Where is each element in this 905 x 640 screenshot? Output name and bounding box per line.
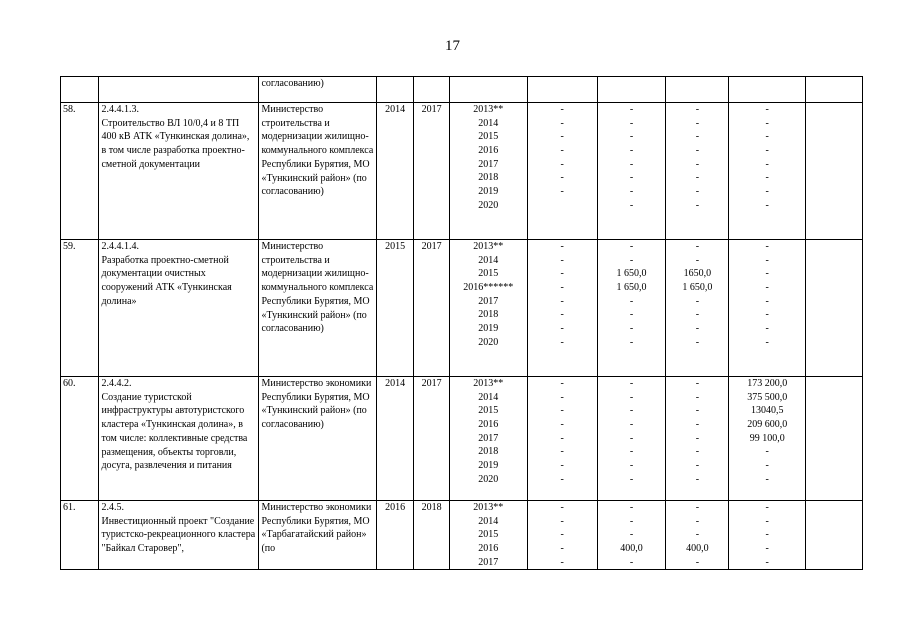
funding-col-b-value: 1 650,0 <box>616 268 647 280</box>
years-list-value: 2014 <box>478 254 499 266</box>
funding-col-a-value: - <box>560 158 564 170</box>
funding-col-c-value: 1650,0 <box>683 268 712 280</box>
funding-col-c <box>666 103 729 240</box>
funding-col-b-value: - <box>629 502 634 513</box>
years-list-value: 2013** <box>473 104 504 115</box>
years-list-value: 2013** <box>473 502 504 513</box>
funding-col-b-value: - <box>629 460 634 472</box>
funding-col-e-value <box>808 404 860 418</box>
funding-col-e-value <box>808 418 860 432</box>
funding-col-e <box>806 103 863 240</box>
funding-col-d-value: - <box>765 117 769 129</box>
years-list-value: 2016****** <box>463 282 514 294</box>
funding-col-a-value: - <box>560 460 564 472</box>
funding-col-b-value: - <box>629 172 634 184</box>
funding-col-a <box>527 377 597 501</box>
funding-col-e-value <box>808 240 860 254</box>
funding-col-e-value <box>808 322 860 336</box>
measure-name: 2.4.4.1.3. Строительство ВЛ 10/0,4 и 8 ТП 400 кВ АТК «Тункинская долина», в том числе разработка проектно-сметной документации <box>99 103 259 240</box>
funding-col-c <box>666 501 729 570</box>
years-list-value: 2015 <box>478 131 499 143</box>
funding-col-c-value: - <box>695 241 700 252</box>
funding-col-d-value: - <box>765 186 769 198</box>
funding-col-e-value <box>808 501 860 515</box>
executor-cell: Министерство строительства и модернизации жилищно-коммунального комплекса Республики Бурятия, МО «Тункинский район» (по согласованию) <box>259 240 376 377</box>
funding-col-b <box>597 501 666 570</box>
funding-col-b-value: - <box>629 131 634 143</box>
funding-col-b-value: 1 650,0 <box>616 282 647 294</box>
funding-col-b-value: - <box>629 158 634 170</box>
funding-col-c-value: - <box>695 502 700 513</box>
funding-col-c-value: - <box>695 529 700 541</box>
funding-col-a-value: - <box>560 104 564 115</box>
years-list-value: 2013** <box>473 378 504 389</box>
funding-col-d-value: 99 100,0 <box>749 432 785 444</box>
funding-col-a-value: - <box>560 405 564 417</box>
measure-name: 2.4.4.1.4. Разработка проектно-сметной документации очистных сооружений АТК «Тункинская долина» <box>99 240 259 377</box>
funding-col-e-value <box>808 473 860 487</box>
years-list-value: 2016 <box>478 543 499 555</box>
funding-col-c-value: - <box>695 473 700 485</box>
funding-col-e-value <box>808 144 860 158</box>
funding-col-a-value: - <box>560 446 564 458</box>
years-list-value: 2020 <box>478 199 499 211</box>
years-list <box>449 377 527 501</box>
funding-col-d <box>729 240 806 377</box>
funding-col-c-value: - <box>695 419 700 431</box>
funding-col-c-value: - <box>695 158 700 170</box>
funding-col-d-value: 13040,5 <box>750 405 784 417</box>
funding-col-e <box>806 377 863 501</box>
table-row <box>61 377 863 501</box>
years-list <box>449 240 527 377</box>
measure-name: 2.4.4.2. Создание туристской инфраструктуры автотуристского кластера «Тункинская долина», в том числе: коллективные средства размещения, объекты торговли, досуга, развлечения и питания <box>99 377 259 501</box>
funding-col-c-value: - <box>695 391 700 403</box>
funding-col-a-value: - <box>560 391 564 403</box>
funding-col-d-value: - <box>765 268 769 280</box>
funding-col-e-value <box>808 336 860 350</box>
funding-col-d-value: 173 200,0 <box>747 378 788 389</box>
funding-col-a-value: - <box>560 543 564 555</box>
funding-col-a-value: - <box>560 432 564 444</box>
funding-col-b-value: - <box>629 145 634 157</box>
funding-col-d-value: - <box>765 131 769 143</box>
funding-col-b <box>597 377 666 501</box>
row-number: 58. <box>61 103 99 240</box>
funding-col-b-value: - <box>629 336 634 348</box>
funding-col-d <box>729 377 806 501</box>
funding-col-d-value: - <box>765 515 769 527</box>
years-list-value: 2019 <box>478 323 499 335</box>
funding-col-c-value: - <box>695 378 700 389</box>
years-list-value: 2017 <box>478 556 499 568</box>
years-list <box>449 501 527 570</box>
end-year: 2018 <box>414 501 449 570</box>
funding-col-c-value: - <box>695 117 700 129</box>
funding-col-d-value: - <box>765 199 769 211</box>
funding-col-c-value: - <box>695 186 700 198</box>
row-number: 59. <box>61 240 99 377</box>
table-row <box>61 103 863 240</box>
funding-col-c-value: 400,0 <box>686 543 709 555</box>
funding-col-a-value <box>530 199 595 213</box>
funding-col-d <box>729 103 806 240</box>
funding-col-d-value: - <box>765 145 769 157</box>
years-list-value: 2013** <box>473 241 504 252</box>
funding-col-c-value: - <box>695 199 700 211</box>
funding-col-c-value: - <box>695 460 700 472</box>
funding-col-c-value: - <box>695 336 700 348</box>
years-list-value: 2016 <box>478 145 499 157</box>
end-year: 2017 <box>414 377 449 501</box>
funding-col-b-value: - <box>629 117 634 129</box>
funding-col-d-value: - <box>765 323 769 335</box>
funding-col-b <box>597 240 666 377</box>
start-year: 2015 <box>376 240 413 377</box>
table-row <box>61 501 863 570</box>
funding-col-e-value <box>808 103 860 117</box>
row-number: 61. <box>61 501 99 570</box>
executor-cell: Министерство строительства и модернизации жилищно-коммунального комплекса Республики Бурятия, МО «Тункинский район» (по согласованию) <box>259 103 376 240</box>
program-table <box>60 76 863 570</box>
years-list-value: 2019 <box>478 186 499 198</box>
funding-col-e-value <box>808 267 860 281</box>
funding-col-e <box>806 501 863 570</box>
funding-col-b-value: - <box>629 254 634 266</box>
funding-col-d-value: - <box>765 295 769 307</box>
funding-col-a-value: - <box>560 529 564 541</box>
funding-col-e-value <box>808 117 860 131</box>
funding-col-d-value: - <box>765 336 769 348</box>
start-year: 2014 <box>376 377 413 501</box>
years-list-value: 2020 <box>478 473 499 485</box>
funding-col-a <box>527 103 597 240</box>
years-list-value: 2018 <box>478 446 499 458</box>
funding-col-b-value: - <box>629 432 634 444</box>
funding-col-a-value: - <box>560 515 564 527</box>
funding-col-c-value: - <box>695 405 700 417</box>
funding-col-b-value: - <box>629 323 634 335</box>
years-list-value: 2015 <box>478 268 499 280</box>
funding-col-d-value: - <box>765 254 769 266</box>
years-list-value: 2015 <box>478 529 499 541</box>
funding-col-a-value: - <box>560 241 564 252</box>
funding-col-b-value: - <box>629 309 634 321</box>
funding-col-c-value: - <box>695 309 700 321</box>
funding-col-c-value: - <box>695 172 700 184</box>
funding-col-a-value: - <box>560 268 564 280</box>
funding-col-a-value: - <box>560 145 564 157</box>
funding-col-d-value: - <box>765 282 769 294</box>
funding-col-d-value: - <box>765 104 769 115</box>
funding-col-e-value <box>808 158 860 172</box>
funding-col-e-value <box>808 130 860 144</box>
funding-col-d-value: - <box>765 460 769 472</box>
funding-col-a-value: - <box>560 378 564 389</box>
funding-col-d-value: - <box>765 502 769 513</box>
funding-col-c-value: - <box>695 254 700 266</box>
funding-col-b-value: - <box>629 515 634 527</box>
end-year: 2017 <box>414 103 449 240</box>
funding-col-c <box>666 240 729 377</box>
funding-col-d-value: - <box>765 556 769 568</box>
funding-col-d-value: - <box>765 543 769 555</box>
funding-col-a <box>527 501 597 570</box>
funding-col-a-value: - <box>560 117 564 129</box>
funding-col-e-value <box>808 542 860 556</box>
funding-col-a-value: - <box>560 323 564 335</box>
funding-col-b-value: - <box>629 556 634 568</box>
years-list-value: 2017 <box>478 295 499 307</box>
funding-col-a-value: - <box>560 502 564 513</box>
funding-col-a-value: - <box>560 419 564 431</box>
funding-col-c-value: - <box>695 323 700 335</box>
funding-col-d-value: - <box>765 473 769 485</box>
funding-col-e-value <box>808 556 860 570</box>
funding-col-b-value: - <box>629 473 634 485</box>
funding-col-e-value <box>808 515 860 529</box>
funding-col-b-value: - <box>629 241 634 252</box>
funding-col-b-value: - <box>629 391 634 403</box>
funding-col-a-value: - <box>560 309 564 321</box>
funding-col-b <box>597 103 666 240</box>
funding-col-c-value: 1 650,0 <box>682 282 713 294</box>
funding-col-d-value: - <box>765 158 769 170</box>
years-list-value: 2018 <box>478 309 499 321</box>
funding-col-b-value: - <box>629 186 634 198</box>
start-year: 2016 <box>376 501 413 570</box>
executor-cell: Министерство экономики Республики Бурятия, МО «Тункинский район» (по согласованию) <box>259 377 376 501</box>
funding-col-c-value: - <box>695 131 700 143</box>
years-list-value: 2016 <box>478 419 499 431</box>
funding-col-e-value <box>808 432 860 446</box>
years-list-value: 2015 <box>478 405 499 417</box>
funding-col-e-value <box>808 185 860 199</box>
funding-col-c-value: - <box>695 104 700 115</box>
years-list-value: 2017 <box>478 158 499 170</box>
funding-col-e-value <box>808 445 860 459</box>
years-list-value: 2018 <box>478 172 499 184</box>
funding-col-d-value: 209 600,0 <box>747 419 788 431</box>
funding-col-c <box>666 377 729 501</box>
funding-col-e-value <box>808 254 860 268</box>
funding-col-d-value: - <box>765 529 769 541</box>
years-list <box>449 103 527 240</box>
funding-col-e-value <box>808 308 860 322</box>
funding-col-c-value: - <box>695 432 700 444</box>
funding-col-b-value: - <box>629 104 634 115</box>
funding-col-b-value: 400,0 <box>620 543 643 555</box>
funding-col-a-value: - <box>560 282 564 294</box>
years-list-value: 2014 <box>478 515 499 527</box>
funding-col-c-value: - <box>695 446 700 458</box>
start-year: 2014 <box>376 103 413 240</box>
years-list-value: 2014 <box>478 117 499 129</box>
funding-col-c-value: - <box>695 515 700 527</box>
funding-col-d-value: 375 500,0 <box>747 391 788 403</box>
funding-col-e-value <box>808 171 860 185</box>
end-year: 2017 <box>414 240 449 377</box>
funding-col-a-value: - <box>560 295 564 307</box>
funding-col-c-value: - <box>695 556 700 568</box>
funding-col-e-value <box>808 391 860 405</box>
funding-col-e-value <box>808 528 860 542</box>
funding-col-d <box>729 501 806 570</box>
funding-col-e-value <box>808 295 860 309</box>
table-row-continuation <box>61 77 863 103</box>
funding-col-a-value: - <box>560 473 564 485</box>
funding-col-a-value: - <box>560 254 564 266</box>
funding-col-c-value: - <box>695 145 700 157</box>
funding-col-c-value: - <box>695 295 700 307</box>
funding-col-a <box>527 240 597 377</box>
funding-col-a-value: - <box>560 336 564 348</box>
funding-col-a-value: - <box>560 556 564 568</box>
funding-col-e-value <box>808 377 860 391</box>
measure-name: 2.4.5. Инвестиционный проект "Создание туристско-рекреационного кластера "Байкал Старовер", <box>99 501 259 570</box>
executor-cell: Министерство экономики Республики Бурятия, МО «Тарбагатайский район» (по <box>259 501 376 570</box>
funding-col-a-value: - <box>560 172 564 184</box>
funding-col-d-value: - <box>765 172 769 184</box>
funding-col-a-value: - <box>560 186 564 198</box>
page-number: 17 <box>445 38 460 54</box>
years-list-value: 2019 <box>478 460 499 472</box>
funding-col-d-value: - <box>765 241 769 252</box>
funding-col-e-value <box>808 199 860 213</box>
funding-col-b-value: - <box>629 295 634 307</box>
executor-cell: согласованию) <box>259 77 376 103</box>
years-list-value: 2020 <box>478 336 499 348</box>
funding-col-b-value: - <box>629 405 634 417</box>
years-list-value: 2017 <box>478 432 499 444</box>
funding-col-e <box>806 240 863 377</box>
row-number: 60. <box>61 377 99 501</box>
funding-col-a-value: - <box>560 131 564 143</box>
years-list-value: 2014 <box>478 391 499 403</box>
table-row <box>61 240 863 377</box>
funding-col-b-value: - <box>629 199 634 211</box>
funding-col-d-value: - <box>765 446 769 458</box>
funding-col-e-value <box>808 459 860 473</box>
funding-col-b-value: - <box>629 378 634 389</box>
funding-col-e-value <box>808 281 860 295</box>
funding-col-b-value: - <box>629 529 634 541</box>
funding-col-d-value: - <box>765 309 769 321</box>
funding-col-b-value: - <box>629 446 634 458</box>
funding-col-b-value: - <box>629 419 634 431</box>
